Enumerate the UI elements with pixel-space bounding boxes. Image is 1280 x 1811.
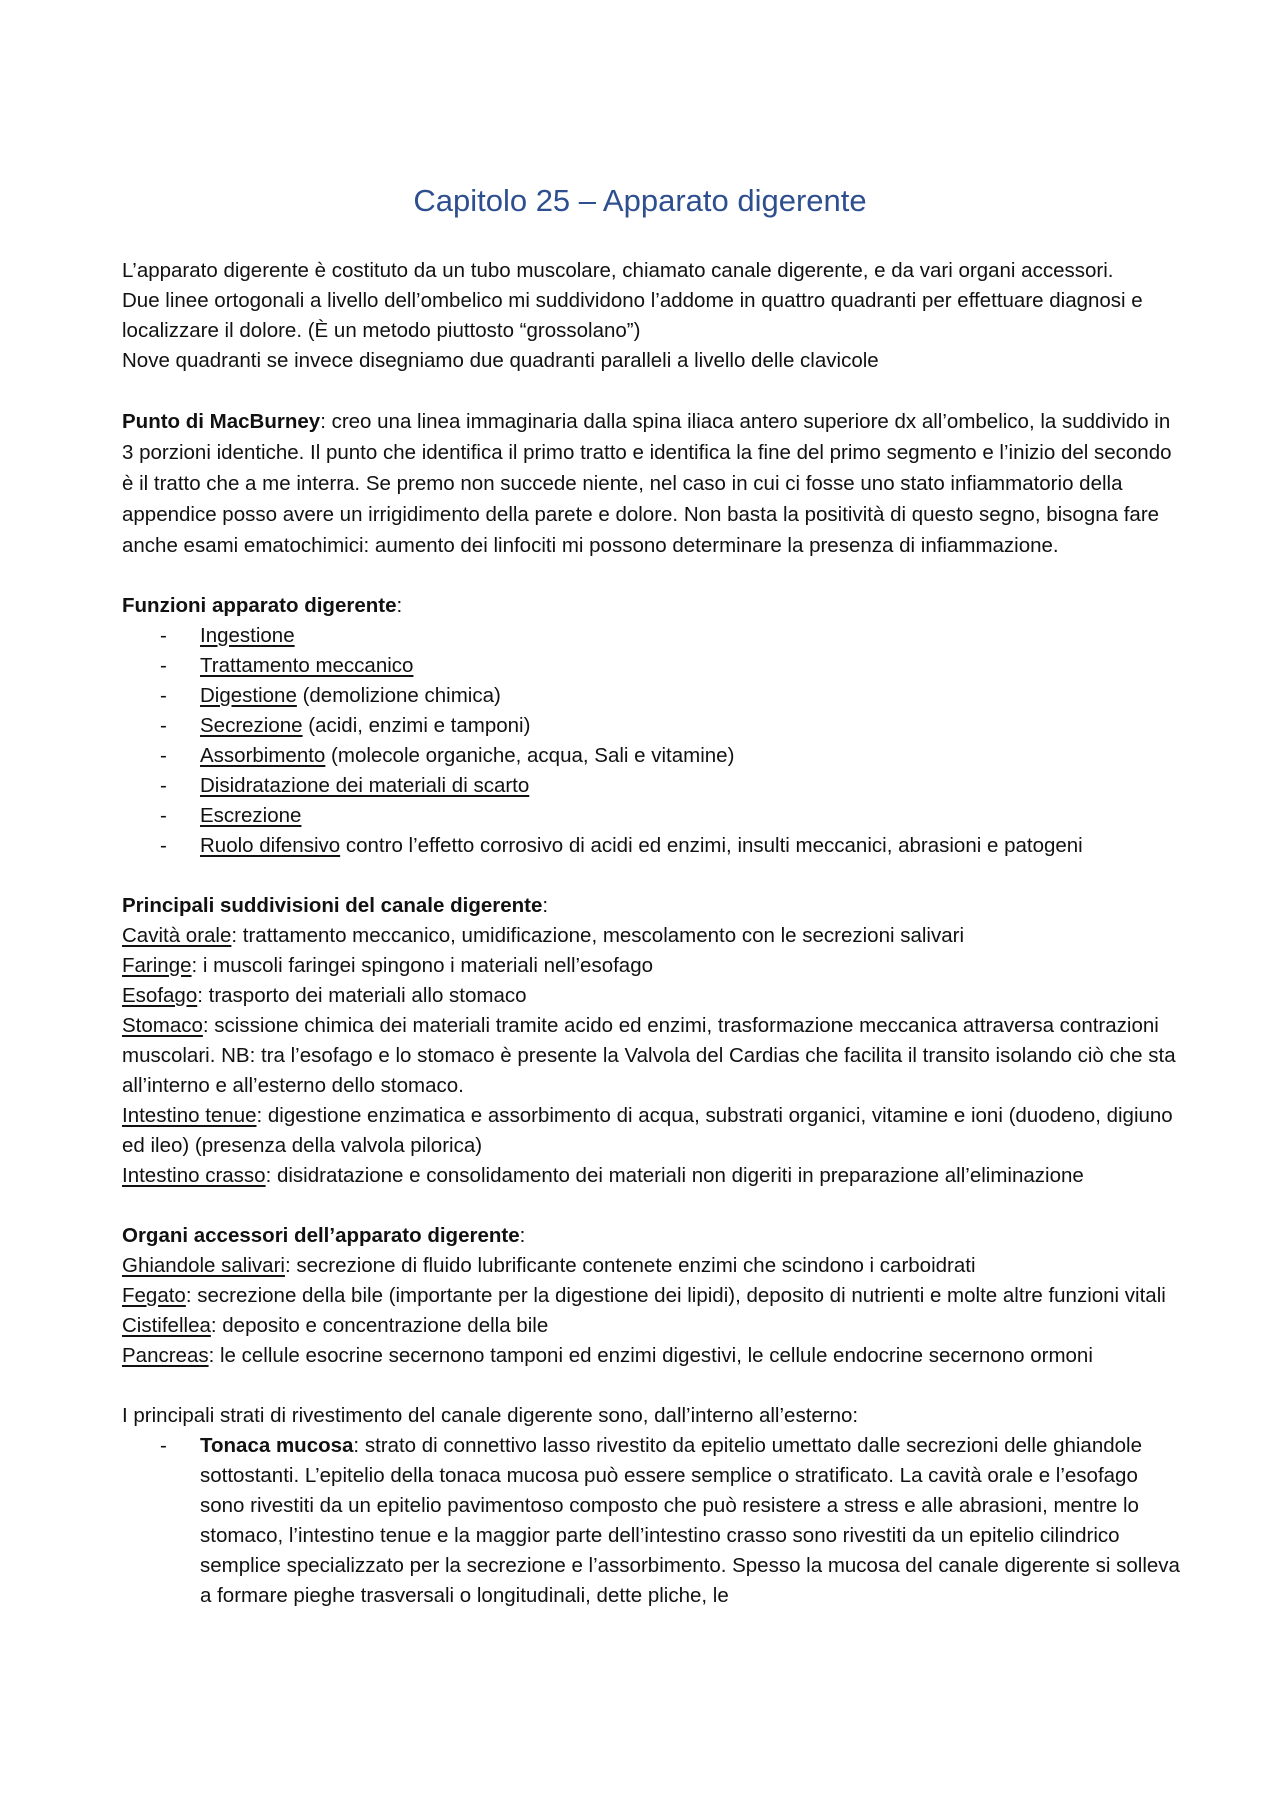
organo-item: Cistifellea: deposito e concentrazione della bile [122,1314,549,1337]
spacer [122,1371,1182,1401]
list-item: - Digestione (demolizione chimica) [160,684,501,707]
list-item: - Escrezione [160,804,302,827]
suddivisione-item: Faringe: i muscoli faringei spingono i materiali nell’esofago [122,954,654,977]
macburney-term: Punto di MacBurney [122,410,321,433]
suddivisioni-heading: Principali suddivisioni del canale digerente: [122,894,549,917]
organo-item: Pancreas: le cellule esocrine secernono tamponi ed enzimi digestivi, le cellule endocrine secernono ormoni [122,1344,1093,1367]
strati-section [122,1401,1182,1611]
strati-intro: I principali strati di rivestimento del canale digerente sono, dall’interno all’esterno: [122,1404,859,1427]
funzioni-section [122,591,1182,861]
list-item: - Assorbimento (molecole organiche, acqua, Sali e vitamine) [160,744,735,767]
spacer [122,861,1182,891]
intro-paragraph-3: Nove quadranti se invece disegniamo due quadranti paralleli a livello delle clavicole [122,349,879,372]
list-item: - Disidratazione dei materiali di scarto [160,774,530,797]
funzioni-list [122,621,1182,861]
spacer [122,376,1182,406]
macburney-text: : creo una linea immaginaria dalla spina iliaca antero superiore dx all’ombelico, la suddivido in 3 porzioni identiche. Il punto che identifica il primo tratto e identifica la fine del primo segmento e l’inizio del secondo è il tratto che a me interra. Se premo non succede niente, nel caso in cui ci fosse uno stato infiammatorio della appendice posso avere un irrigidimento della parete e dolore. Non basta la positività di questo segno, bisogna fare anche esami ematochimici: aumento dei linfociti mi possono determinare la presenza di infiammazione. [122,410,1172,557]
macburney-paragraph [122,406,1182,561]
suddivisioni-section [122,891,1182,1191]
page-title: Capitolo 25 – Apparato digerente [413,183,867,218]
list-item: - Ruolo difensivo contro l’effetto corrosivo di acidi ed enzimi, insulti meccanici, abrasioni e patogeni [160,834,1083,857]
organo-item: Ghiandole salivari: secrezione di fluido lubrificante contenete enzimi che scindono i carboidrati [122,1254,976,1277]
suddivisione-item: Stomaco: scissione chimica dei materiali tramite acido ed enzimi, trasformazione meccanica attraversa contrazioni muscolari. NB: tra l’esofago e lo stomaco è presente la Valvola del Cardias che facilita il transito isolando ciò che sta all’interno e all’esterno dello stomaco. [122,1014,1176,1097]
intro-paragraph-2: Due linee ortogonali a livello dell’ombelico mi suddividono l’addome in quattro quadranti per effettuare diagnosi e localizzare il dolore. (È un metodo piuttosto “grossolano”) [122,289,1143,342]
organi-section [122,1221,1182,1371]
funzioni-heading: Funzioni apparato digerente: [122,594,403,617]
list-item: - Tonaca mucosa: strato di connettivo lasso rivestito da epitelio umettato dalle secrezioni delle ghiandole sottostanti. L’epitelio della tonaca mucosa può essere semplice o stratificato. La cavità orale e l’esofago sono rivestiti da un epitelio pavimentoso composto che può resistere a stress e alle abrasioni, mentre lo stomaco, l’intestino tenue e la maggior parte dell’intestino crasso sono rivestiti da un epitelio cilindrico semplice specializzato per la secrezione e l’assorbimento. Spesso la mucosa del canale digerente si solleva a formare pieghe trasversali o longitudinali, dette pliche, le [160,1434,1180,1607]
list-item: - Trattamento meccanico [160,654,414,677]
spacer [122,561,1182,591]
spacer [122,1191,1182,1221]
intro-paragraph-1: L’apparato digerente è costituto da un tubo muscolare, chiamato canale digerente, e da vari organi accessori. [122,259,1114,282]
list-item: - Secrezione (acidi, enzimi e tamponi) [160,714,531,737]
suddivisione-item: Intestino tenue: digestione enzimatica e assorbimento di acqua, substrati organici, vitamine e ioni (duodeno, digiuno ed ileo) (presenza della valvola pilorica) [122,1104,1173,1157]
document-body [122,256,1182,1611]
list-item: - Ingestione [160,624,295,647]
suddivisione-item: Intestino crasso: disidratazione e consolidamento dei materiali non digeriti in preparazione all’eliminazione [122,1164,1084,1187]
suddivisione-item: Cavità orale: trattamento meccanico, umidificazione, mescolamento con le secrezioni salivari [122,924,965,947]
suddivisione-item: Esofago: trasporto dei materiali allo stomaco [122,984,527,1007]
strati-list [122,1431,1182,1611]
organo-item: Fegato: secrezione della bile (importante per la digestione dei lipidi), deposito di nutrienti e molte altre funzioni vitali [122,1284,1166,1307]
organi-heading: Organi accessori dell’apparato digerente: [122,1224,526,1247]
intro-section [122,256,1182,376]
